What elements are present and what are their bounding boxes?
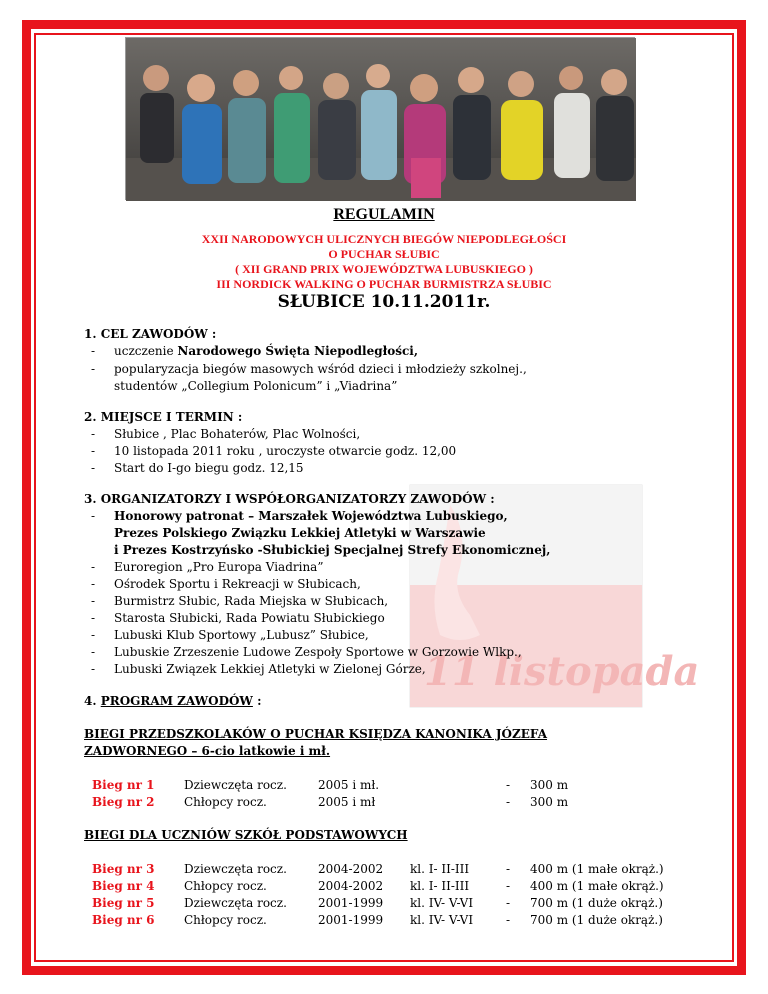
preschool-heading-line-1: BIEGI PRZEDSZKOLAKÓW O PUCHAR KSIĘDZA KANONIKA JÓZEFA (84, 727, 548, 741)
section-3-item: - Starosta Słubicki, Rada Powiatu Słubickiego (91, 611, 385, 625)
section-4-number: 4. (84, 694, 101, 708)
race-years: 2005 i mł (318, 795, 376, 809)
race-class: kl. I- II-III (410, 879, 470, 893)
subtitle-line-2: O PUCHAR SŁUBIC (328, 247, 440, 261)
section-1-item-continuation: studentów „Collegium Polonicum” i „Viadrina” (114, 379, 398, 393)
item-text: uczczenie (114, 344, 178, 358)
item-bold-text: Honorowy patronat – Marszałek Województwa Lubuskiego, (114, 509, 508, 523)
subtitle-line-3: ( XII GRAND PRIX WOJEWÓDZTWA LUBUSKIEGO ) (235, 262, 533, 276)
event-date: SŁUBICE 10.11.2011r. (277, 292, 491, 312)
section-3-item: - Burmistrz Słubic, Rada Miejska w Słubicach, (91, 594, 389, 608)
section-1-heading: 1. CEL ZAWODÓW : (84, 327, 217, 341)
section-2-item: - Start do I-go biegu godz. 12,15 (91, 461, 304, 475)
item-text: 10 listopada 2011 roku , uroczyste otwarcie godz. 12,00 (114, 444, 457, 458)
race-group: Chłopcy rocz. (184, 879, 267, 893)
section-2-item: - 10 listopada 2011 roku , uroczyste otwarcie godz. 12,00 (91, 444, 457, 458)
section-2-item: - Słubice , Plac Bohaterów, Plac Wolności, (91, 427, 361, 441)
race-distance: 400 m (1 małe okrąż.) (530, 879, 664, 893)
item-text: Starosta Słubicki, Rada Powiatu Słubickiego (114, 611, 385, 625)
race-group: Chłopcy rocz. (184, 795, 267, 809)
race-distance: 700 m (1 duże okrąż.) (530, 913, 663, 927)
section-3-item: - Ośrodek Sportu i Rekreacji w Słubicach, (91, 577, 361, 591)
race-number: Bieg nr 6 (92, 913, 155, 927)
race-class: kl. I- II-III (410, 862, 470, 876)
preschool-heading-line-2: ZADWORNEGO – 6-cio latkowie i mł. (84, 744, 331, 758)
race-group: Chłopcy rocz. (184, 913, 267, 927)
race-number: Bieg nr 1 (92, 778, 155, 792)
item-text: Burmistrz Słubic, Rada Miejska w Słubicach, (114, 594, 389, 608)
item-text: Ośrodek Sportu i Rekreacji w Słubicach, (114, 577, 361, 591)
race-dash: - (506, 913, 511, 927)
race-years: 2004-2002 (318, 862, 384, 876)
item-text: Lubuski Związek Lekkiej Atletyki w Zielonej Górze, (114, 662, 426, 676)
section-3-item: - Lubuski Klub Sportowy „Lubusz” Słubice, (91, 628, 369, 642)
race-group: Dziewczęta rocz. (184, 778, 287, 792)
item-text: Euroregion „Pro Europa Viadrina” (114, 560, 324, 574)
subtitle-line-1: XXII NARODOWYCH ULICZNYCH BIEGÓW NIEPODLEGŁOŚCI (201, 232, 567, 246)
race-number: Bieg nr 4 (92, 879, 155, 893)
item-text: Lubuskie Zrzeszenie Ludowe Zespoły Sportowe w Gorzowie Wlkp., (114, 645, 522, 659)
race-group: Dziewczęta rocz. (184, 896, 287, 910)
item-text: popularyzacja biegów masowych wśród dzieci i młodzieży szkolnej., (114, 362, 527, 376)
race-dash: - (506, 862, 511, 876)
race-distance: 400 m (1 małe okrąż.) (530, 862, 664, 876)
race-number: Bieg nr 5 (92, 896, 155, 910)
race-years: 2005 i mł. (318, 778, 380, 792)
item-text: Start do I-go biegu godz. 12,15 (114, 461, 304, 475)
section-3-item: - Lubuski Związek Lekkiej Atletyki w Zielonej Górze, (91, 662, 426, 676)
race-number: Bieg nr 3 (92, 862, 155, 876)
race-class: kl. IV- V-VI (410, 913, 474, 927)
section-4-colon: : (252, 694, 262, 708)
watermark-text: 11 listopada (424, 648, 700, 695)
subtitle-line-4: III NORDICK WALKING O PUCHAR BURMISTRZA SŁUBIC (216, 277, 552, 291)
section-3-item: - Euroregion „Pro Europa Viadrina” (91, 560, 324, 574)
race-dash: - (506, 778, 511, 792)
section-3-honorary-line-3: i Prezes Kostrzyńsko -Słubickiej Specjalnej Strefy Ekonomicznej, (114, 543, 551, 557)
race-class: kl. IV- V-VI (410, 896, 474, 910)
race-number: Bieg nr 2 (92, 795, 155, 809)
race-dash: - (506, 879, 511, 893)
race-dash: - (506, 896, 511, 910)
section-3-item: - Lubuskie Zrzeszenie Ludowe Zespoły Sportowe w Gorzowie Wlkp., (91, 645, 522, 659)
race-years: 2004-2002 (318, 879, 384, 893)
item-text: Lubuski Klub Sportowy „Lubusz” Słubice, (114, 628, 369, 642)
race-dash: - (506, 795, 511, 809)
runners-photo (125, 37, 635, 200)
race-distance: 700 m (1 duże okrąż.) (530, 896, 663, 910)
race-distance: 300 m (530, 795, 569, 809)
race-years: 2001-1999 (318, 913, 384, 927)
race-group: Dziewczęta rocz. (184, 862, 287, 876)
page-title: REGULAMIN (333, 206, 435, 223)
section-1-item: - popularyzacja biegów masowych wśród dzieci i młodzieży szkolnej., (91, 362, 527, 376)
section-2-heading: 2. MIEJSCE I TERMIN : (84, 410, 243, 424)
race-years: 2001-1999 (318, 896, 384, 910)
section-4-title: PROGRAM ZAWODÓW (100, 694, 253, 708)
primary-heading: BIEGI DLA UCZNIÓW SZKÓŁ PODSTAWOWYCH (84, 828, 408, 842)
item-text: Słubice , Plac Bohaterów, Plac Wolności, (114, 427, 361, 441)
race-distance: 300 m (530, 778, 569, 792)
section-3-heading: 3. ORGANIZATORZY I WSPÓŁORGANIZATORZY ZAWODÓW : (84, 492, 495, 506)
section-3-honorary-line-2: Prezes Polskiego Związku Lekkiej Atletyki w Warszawie (114, 526, 486, 540)
section-3-honorary: - Honorowy patronat – Marszałek Województwa Lubuskiego, (91, 509, 508, 523)
item-bold-text: Narodowego Święta Niepodległości, (177, 344, 419, 358)
section-1-item: - uczczenie Narodowego Święta Niepodległości, (91, 344, 419, 358)
section-4-heading (84, 694, 262, 708)
